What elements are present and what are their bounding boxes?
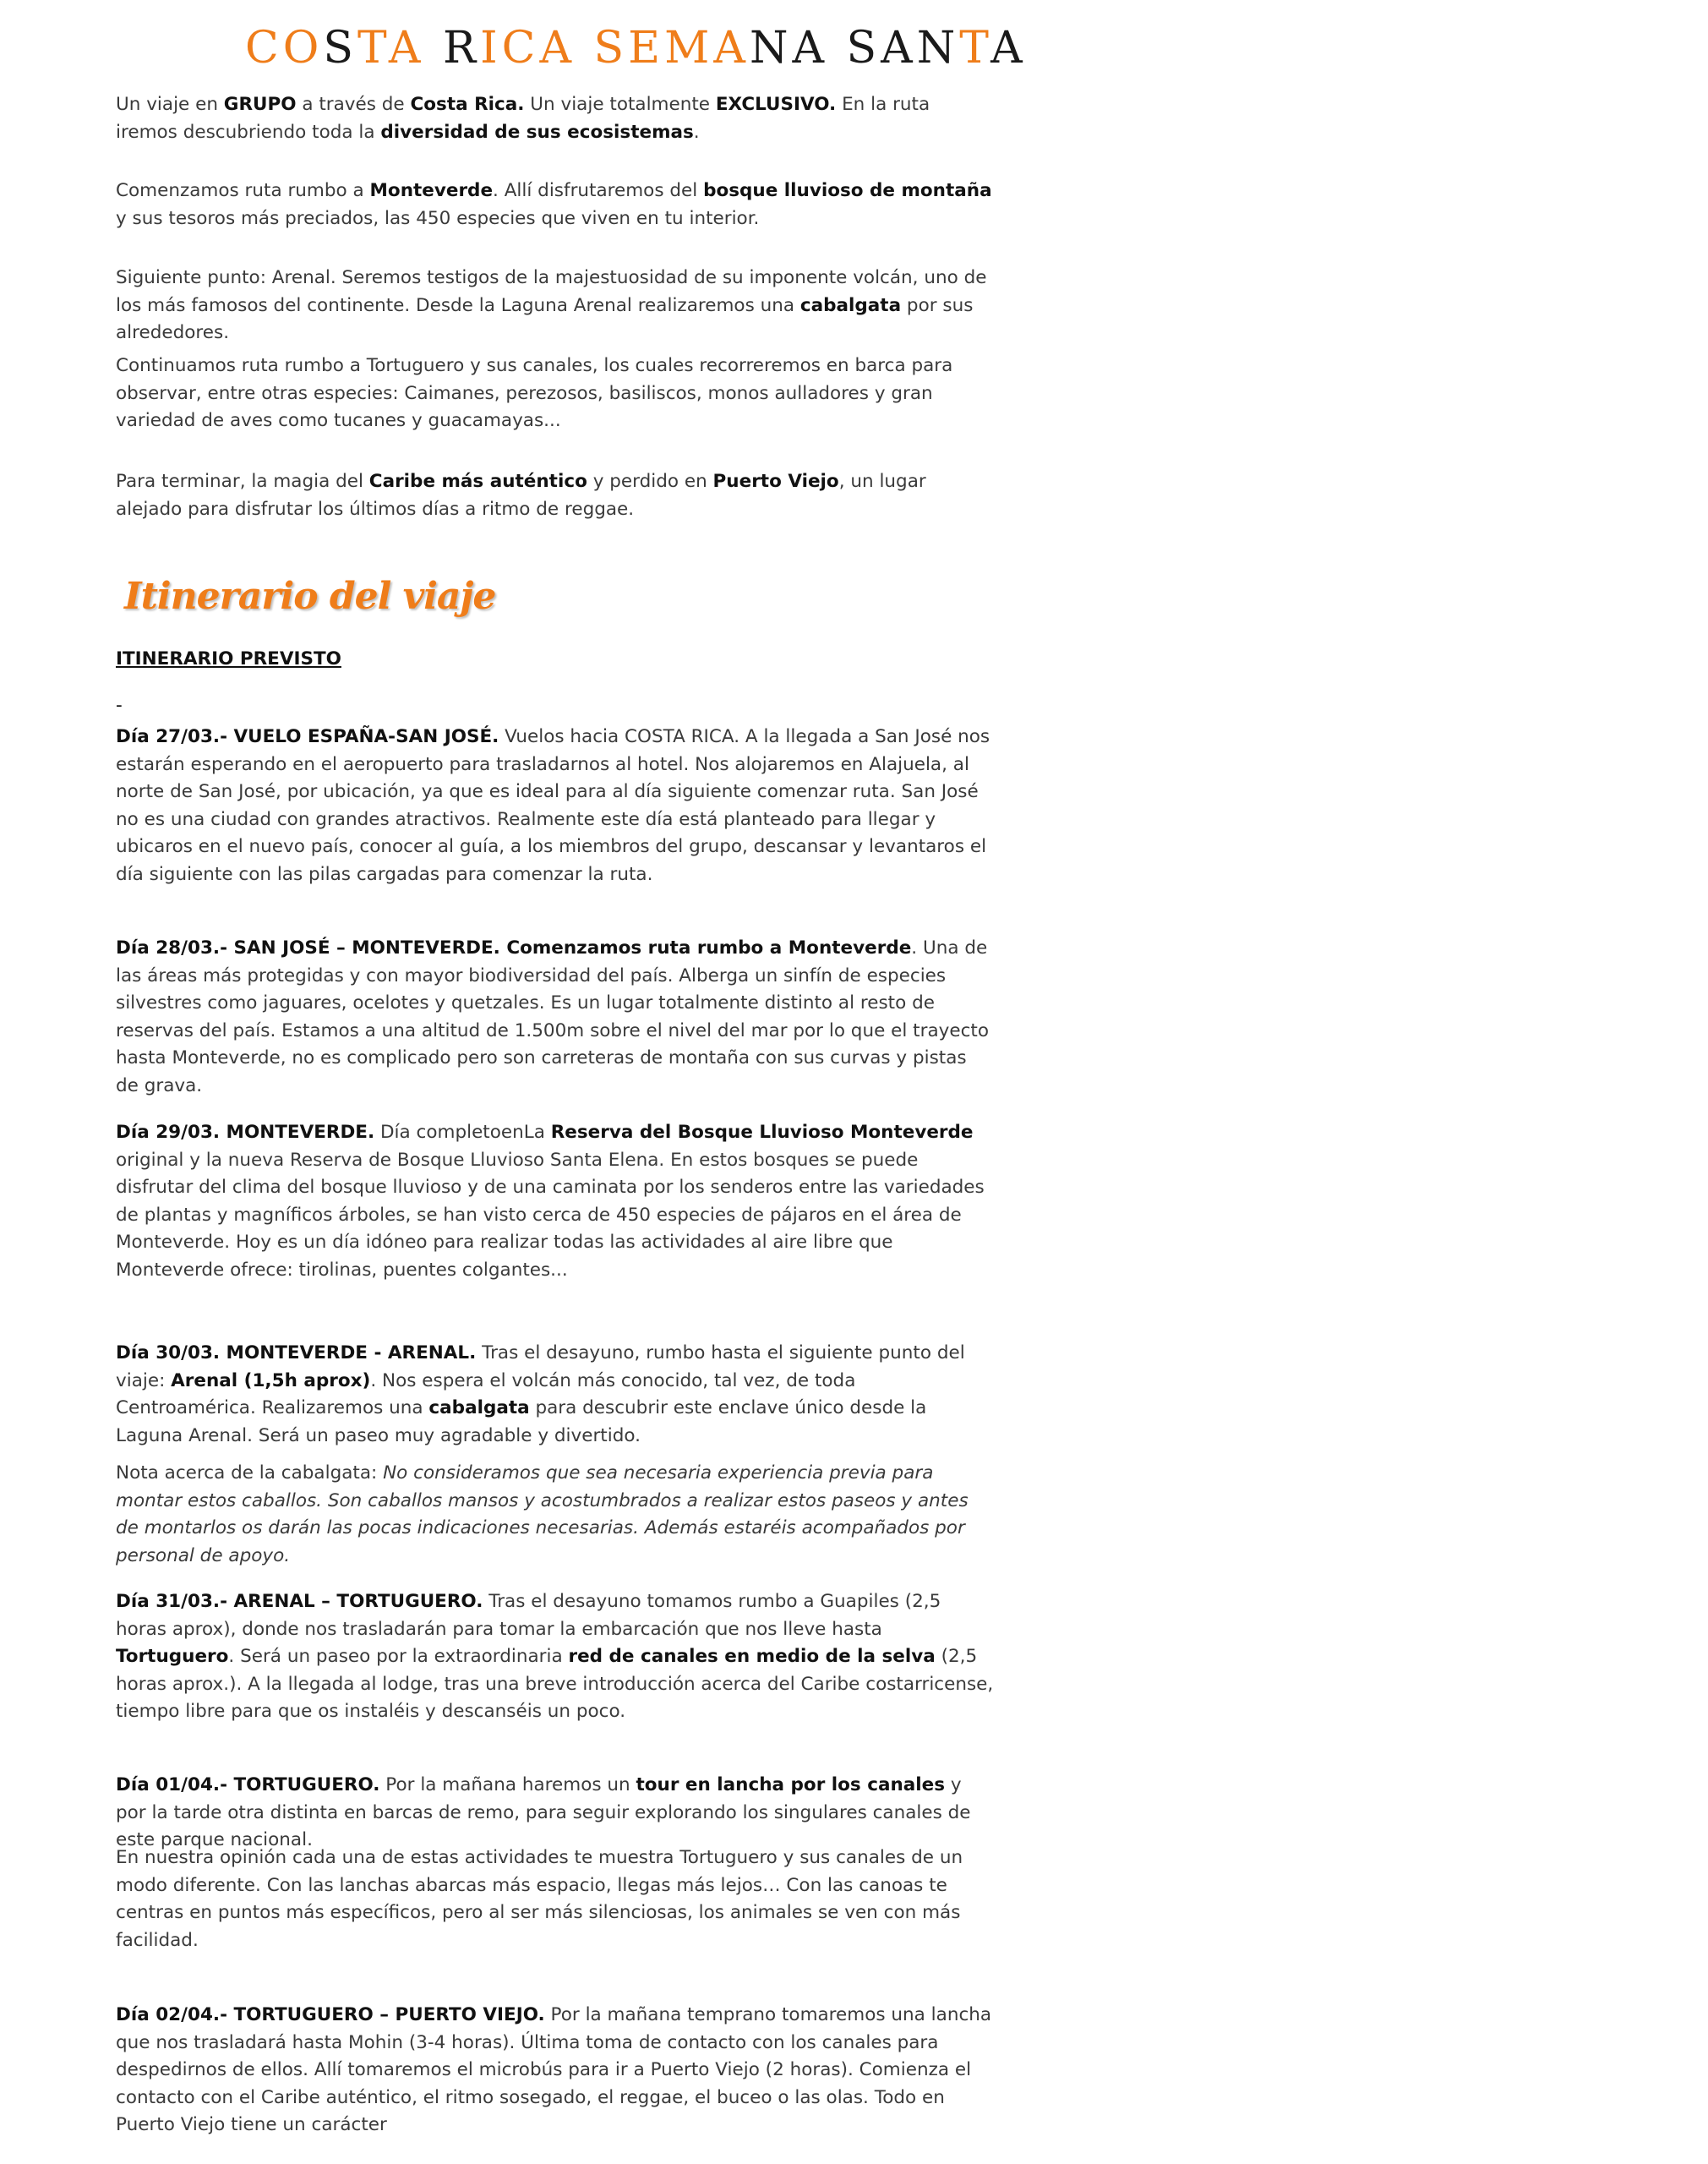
day-paragraph: Día 01/04.- TORTUGUERO. Por la mañana haremos un tour en lancha por los canales y por la tarde otra distinta en barcas de remo, para seguir explorando los singulares canales de este parque nacional. [116,1774,971,1851]
day-paragraph: Día 31/03.- ARENAL – TORTUGUERO. Tras el desayuno tomamos rumbo a Guapiles (2,5 horas aprox), donde nos trasladarán para tomar la embarcación que nos lleve hasta Tortuguero. Será un paseo por la extraordinaria red de canales en medio de la selva (2,5 horas aprox.). A la llegada al lodge, tras una breve introducción acerca del Caribe costarricense, tiempo libre para que os instaléis y descanséis un poco. [116,1591,994,1723]
dash-marker: - [116,695,123,716]
intro-paragraph: Continuamos ruta rumbo a Tortuguero y sus canales, los cuales recorreremos en barca para observar, entre otras especies: Caimanes, perezosos, basiliscos, monos aulladores y gran variedad de aves como tucanes y guacamayas... [116,355,953,432]
day-paragraph: Día 28/03.- SAN JOSÉ – MONTEVERDE. Comenzamos ruta rumbo a Monteverde. Una de las áreas más protegidas y con mayor biodiversidad del país. Alberga un sinfín de especies silvestres como jaguares, ocelotes y quetzales. Es un lugar totalmente distinto al resto de reservas del país. Estamos a una altitud de 1.500m sobre el nivel del mar por lo que el trayecto hasta Monteverde, no es complicado pero son carreteras de montaña con sus curvas y pistas de grava. [116,937,989,1096]
day-paragraph: Día 27/03.- VUELO ESPAÑA-SAN JOSÉ. Vuelos hacia COSTA RICA. A la llegada a San José nos estarán esperando en el aeropuerto para trasladarnos al hotel. Nos alojaremos en Alajuela, al norte de San José, por ubicación, ya que es ideal para al día siguiente comenzar ruta. San José no es una ciudad con grandes atractivos. Realmente este día está planteado para llegar y ubicaros en el nuevo país, conocer al guía, a los miembros del grupo, descansar y levantaros el día siguiente con las pilas cargadas para comenzar la ruta. [116,726,990,885]
intro-paragraph: Siguiente punto: Arenal. Seremos testigos de la majestuosidad de su imponente volcán, uno de los más famosos del continente. Desde la Laguna Arenal realizaremos una cabalgata por sus alrededores. [116,267,987,344]
day-paragraph: Día 30/03. MONTEVERDE - ARENAL. Tras el desayuno, rumbo hasta el siguiente punto del viaje: Arenal (1,5h aprox). Nos espera el volcán más conocido, tal vez, de toda Centroamérica. Realizaremos una cabalgata para descubrir este enclave único desde la Laguna Arenal. Será un paseo muy agradable y divertido. [116,1342,965,1446]
intro-paragraph: Comenzamos ruta rumbo a Monteverde. Allí disfrutaremos del bosque lluvioso de montaña y sus tesoros más preciados, las 450 especies que viven en tu interior. [116,180,992,229]
intro-paragraph: Un viaje en GRUPO a través de Costa Rica. Un viaje totalmente EXCLUSIVO. En la ruta iremos descubriendo toda la diversidad de sus ecosistemas. [116,94,930,143]
day-paragraph: Día 29/03. MONTEVERDE. Día completoenLa Reserva del Bosque Lluvioso Monteverde original y la nueva Reserva de Bosque Lluvioso Santa Elena. En estos bosques se puede disfrutar del clima del bosque lluvioso y de una caminata por los senderos entre las variedades de plantas y magníficos árboles, se han visto cerca de 450 especies de pájaros en el área de Monteverde. Hoy es un día idóneo para realizar todas las actividades al aire libre que Monteverde ofrece: tirolinas, puentes colgantes... [116,1122,985,1281]
note-paragraph: Nota acerca de la cabalgata: No consideramos que sea necesaria experiencia previa para montar estos caballos. Son caballos mansos y acostumbrados a realizar estos paseos y antes de montarlos os darán las pocas indicaciones necesarias. Además estaréis acompañados por personal de apoyo. [116,1462,969,1566]
itinerary-subheading: ITINERARIO PREVISTO [116,648,341,669]
opinion-paragraph: En nuestra opinión cada una de estas actividades te muestra Tortuguero y sus canales de un modo diferente. Con las lanchas abarcas más espacio, llegas más lejos… Con las canoas te centras en puntos más específicos, pero al ser más silenciosas, los animales se ven con más facilidad. [116,1847,963,1951]
itinerary-heading: Itinerario del viaje [124,575,496,618]
day-paragraph: Día 02/04.- TORTUGUERO – PUERTO VIEJO. Por la mañana temprano tomaremos una lancha que nos trasladará hasta Mohin (3-4 horas). Última toma de contacto con los canales para despedirnos de ellos. Allí tomaremos el microbús para ir a Puerto Viejo (2 horas). Comienza el contacto con el Caribe auténtico, el ritmo sosegado, el reggae, el buceo o las olas. Todo en Puerto Viejo tiene un carácter [116,2004,992,2136]
page-title: COSTA RICA SEMANA SANTA [245,23,1027,74]
intro-paragraph: Para terminar, la magia del Caribe más auténtico y perdido en Puerto Viejo, un lugar alejado para disfrutar los últimos días a ritmo de reggae. [116,471,926,520]
